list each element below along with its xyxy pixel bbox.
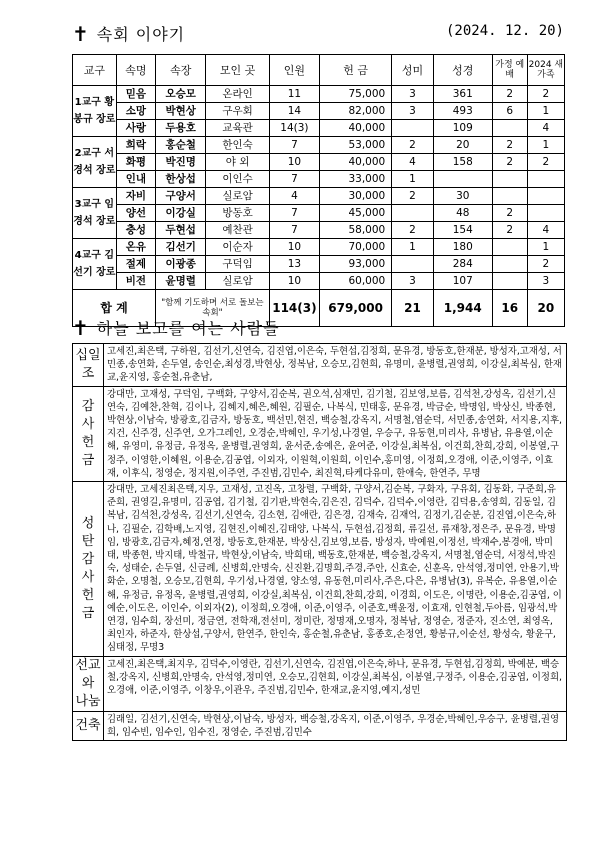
cell-name: 자비 [116, 188, 155, 205]
cross-icon: ✝ [72, 21, 89, 46]
cell-sacred: 2 [392, 222, 434, 239]
cell-new [527, 205, 564, 222]
offering-names: 고세진,최은택,최지우, 김덕수,이영란, 김선기,신연숙, 김진엽,이은숙,하나, 문유경, 두현섭,김정희, 박예분, 백승철,강옥지, 신병희,안명숙, 안석영,정미연, 오승모,김현희, 이강실,최복심, 이봉열,구정주, 이용순,김공엽, 이정희,오경애, 이준,이영주, 이창우,이관우, 주진범,김민수, 한재교,윤지영,예지,성민 [104, 656, 567, 711]
cell-name: 절제 [116, 256, 155, 273]
cell-attend: 7 [269, 171, 319, 188]
header-offering: 헌 금 [320, 55, 392, 86]
cell-bible: 20 [433, 137, 492, 154]
cell-visit: 2 [492, 222, 527, 239]
cell-sacred: 3 [392, 86, 434, 103]
cell-name: 희락 [116, 137, 155, 154]
cell-group-table [72, 54, 565, 327]
total-rice: 21 [392, 290, 434, 327]
table-row [73, 137, 565, 154]
cell-new: 2 [527, 154, 564, 171]
cell-visit [492, 239, 527, 256]
header-leader: 속장 [156, 55, 206, 86]
district-label: 4교구 김선기 장로 [73, 239, 117, 290]
cell-sacred: 4 [392, 154, 434, 171]
cell-visit [492, 273, 527, 290]
cell-visit: 2 [492, 86, 527, 103]
header-new-family: 2024 새가족 [527, 55, 564, 86]
cell-place: 구우회 [206, 103, 269, 120]
cell-attend: 10 [269, 154, 319, 171]
header-name: 속명 [116, 55, 155, 86]
cell-new: 3 [527, 273, 564, 290]
cell-attend: 7 [269, 222, 319, 239]
cell-sacred: 2 [392, 137, 434, 154]
cell-name: 화평 [116, 154, 155, 171]
cell-place: 이인수 [206, 171, 269, 188]
offering-category: 감 사 헌 금 [73, 386, 104, 481]
cell-attend: 14 [269, 103, 319, 120]
total-label: 합 계 [73, 290, 156, 327]
header-rice: 성미 [392, 55, 434, 86]
cell-leader: 이광종 [156, 256, 206, 273]
header-bible: 성경 [433, 55, 492, 86]
cell-place: 구덕임 [206, 256, 269, 273]
cell-bible: 109 [433, 120, 492, 137]
cell-new: 2 [527, 256, 564, 273]
cell-money: 40,000 [320, 154, 392, 171]
total-home-worship: 16 [492, 290, 527, 327]
offering-category: 성 탄 감 사 헌 금 [73, 482, 104, 657]
offering-names: 김래일, 김선기,신연숙, 박현상,이남숙, 방성자, 백승철,강옥지, 이준,이영주, 우경순,박혜인,우승구, 윤병렬,권영희, 임수빈, 임수인, 임수진, 정영순, 주진범,김민수 [104, 711, 567, 740]
total-attendance: 114(3) [269, 290, 319, 327]
cell-bible: 158 [433, 154, 492, 171]
offering-row [73, 711, 567, 740]
cell-money: 30,000 [320, 188, 392, 205]
table-row [73, 222, 565, 239]
cell-name: 양선 [116, 205, 155, 222]
offering-names: 강대만, 고재성, 구덕임, 구백화, 구양서,김순복, 권오석,심재민, 김기철, 김보영,보름, 김석천,강성옥, 김선기,신연숙, 김예찬,찬혁, 김이나, 김혜지,혜은,혜원, 김필순, 나복식, 민태홍, 문유경, 박금순, 박명임, 박상신, 박종현, 박현상,이남숙, 방광호,김금자, 방동호, 백선민,현진, 백승철,강옥지, 서명철,염순덕, 서민종,송연화, 서지용,지후,지건, 신주경, 신주연, 오가그레인, 오경순,박혜인, 우기성,나경열, 우승구, 유동현,미리사, 유병남, 유용열,이순해, 유영미, 유정금, 유정옥, 윤병렬,권영희, 윤서준,송예은, 윤여준, 이강실,최복심, 이건희,찬희,강희, 이봉열,구정주, 이영한,이혜원, 이용순,김공엽, 이외자, 이원혁,이원희, 이인수,홍미영, 이정희,오경애, 이준,이영주, 이효재, 이후식, 정영순, 정지원,이주연, 주진범,김민수, 최진혁,타케다유미, 한애숙, 한연주, 무명 [104, 386, 567, 481]
cell-bible: 493 [433, 103, 492, 120]
cell-visit: 2 [492, 154, 527, 171]
offering-row [73, 344, 567, 387]
cell-new: 1 [527, 239, 564, 256]
cell-leader: 윤명렬 [156, 273, 206, 290]
total-offering: 679,000 [320, 290, 392, 327]
cell-place: 온라인 [206, 86, 269, 103]
cell-attend: 4 [269, 188, 319, 205]
cell-money: 93,000 [320, 256, 392, 273]
header-district: 교구 [73, 55, 117, 86]
offering-row [73, 482, 567, 657]
cell-attend: 7 [269, 205, 319, 222]
cell-name: 믿음 [116, 86, 155, 103]
cell-money: 33,000 [320, 171, 392, 188]
cell-visit [492, 120, 527, 137]
cell-place: 이순자 [206, 239, 269, 256]
cell-bible: 180 [433, 239, 492, 256]
section-header-donors [72, 316, 280, 339]
cell-sacred: 1 [392, 239, 434, 256]
table-row [73, 205, 565, 222]
offering-names: 고세진,최은택, 구하원, 김선기,신연숙, 김진엽,이은숙, 두현섭,김정희, 문유경, 방동호,한재분, 방성자,고재성, 서민종,송연화, 손두열, 송인순,최성경,박현상, 정복남, 오승모,김현희, 유명미, 윤병렬,권영희, 이강실,최복심, 한재교,윤지영, 홍순철,유춘남, [104, 344, 567, 387]
cell-bible: 154 [433, 222, 492, 239]
cell-new: 2 [527, 86, 564, 103]
offering-table [72, 343, 567, 741]
cell-money: 53,000 [320, 137, 392, 154]
cell-place: 교육관 [206, 120, 269, 137]
section-title: 하늘 보고를 여는 사람들 [96, 319, 280, 338]
section-header-meetings [72, 22, 185, 45]
cell-bible: 107 [433, 273, 492, 290]
cell-sacred: 3 [392, 273, 434, 290]
cell-bible: 361 [433, 86, 492, 103]
cell-money: 40,000 [320, 120, 392, 137]
cell-attend: 10 [269, 273, 319, 290]
cell-attend: 13 [269, 256, 319, 273]
cell-sacred [392, 120, 434, 137]
header-attendance: 인원 [269, 55, 319, 86]
table-row [73, 154, 565, 171]
cell-bible: 284 [433, 256, 492, 273]
cross-icon: ✝ [72, 315, 89, 340]
offering-category: 건축 [73, 711, 104, 740]
cell-new: 1 [527, 137, 564, 154]
table-row [73, 188, 565, 205]
cell-new [527, 171, 564, 188]
cell-attend: 14(3) [269, 120, 319, 137]
offering-row [73, 386, 567, 481]
cell-visit [492, 171, 527, 188]
offering-category: 십일 조 [73, 344, 104, 387]
report-date: (2024. 12. 20) [445, 23, 564, 39]
cell-money: 60,000 [320, 273, 392, 290]
table-row [73, 273, 565, 290]
cell-place: 야 외 [206, 154, 269, 171]
cell-place: 예찬관 [206, 222, 269, 239]
cell-leader: 구양서 [156, 188, 206, 205]
cell-sacred: 2 [392, 188, 434, 205]
cell-leader: 박현상 [156, 103, 206, 120]
cell-visit: 2 [492, 137, 527, 154]
header-home-worship: 가정 예배 [492, 55, 527, 86]
cell-bible: 48 [433, 205, 492, 222]
cell-new: 4 [527, 222, 564, 239]
table-row [73, 120, 565, 137]
total-new-family: 20 [527, 290, 564, 327]
cell-leader: 한상섭 [156, 171, 206, 188]
cell-money: 58,000 [320, 222, 392, 239]
cell-leader: 오승모 [156, 86, 206, 103]
table-row [73, 239, 565, 256]
district-label: 1교구 황봉규 장로 [73, 86, 117, 137]
cell-visit [492, 188, 527, 205]
offering-row [73, 656, 567, 711]
cell-place: 방동호 [206, 205, 269, 222]
cell-sacred [392, 256, 434, 273]
cell-attend: 10 [269, 239, 319, 256]
cell-name: 비전 [116, 273, 155, 290]
cell-new: 4 [527, 120, 564, 137]
district-label: 3교구 임경석 장로 [73, 188, 117, 239]
table-header-row [73, 55, 565, 86]
cell-attend: 11 [269, 86, 319, 103]
cell-name: 충성 [116, 222, 155, 239]
cell-name: 사랑 [116, 120, 155, 137]
cell-leader: 이강실 [156, 205, 206, 222]
cell-place: 실로암 [206, 188, 269, 205]
cell-attend: 7 [269, 137, 319, 154]
cell-sacred: 1 [392, 171, 434, 188]
offering-category: 선교 와 나눔 [73, 656, 104, 711]
cell-place: 한인숙 [206, 137, 269, 154]
cell-bible [433, 171, 492, 188]
cell-bible: 30 [433, 188, 492, 205]
cell-leader: 김선기 [156, 239, 206, 256]
offering-names: 강대만, 고세진최은택,지우, 고재성, 고진옥, 고창렬, 구백화, 구양서,김순복, 구화자, 구유회, 김동화, 구준희,유준희, 권영길,유명미, 김공엽, 김기철, 김기판,박현숙,김은진, 김덕수, 김덕수,이영란, 김덕용,송영희, 김동일, 김복남, 김석천,강성옥, 김선기,신연숙, 김소현, 김애란, 김은경, 김재숙, 김재억, 김정기,김순분, 김진엽,이은숙,하나, 김필순, 김학배,노지영, 김현진,이혜진,김태양, 나복식, 두현섭,김정희, 류길선, 류재창,정은주, 문유경, 박명임, 방광호,김금자,혜정,연정, 방동호,한재분, 박상신,김보영,보름, 방성자, 박예원,이정선, 박재수,봉경애, 박미태, 박종현, 박지태, 박철규, 박현상,이남숙, 박희태, 백동호,한재분, 백승철,강옥지, 서명철,염순덕, 서정석,박진숙, 성태순, 손두열, 신금례, 신병희,안명숙, 신진환,김명희,주경,주안, 신효순, 신훈옥, 안석영,정미연, 안용기,박화순, 오명철, 오승모,김현희, 우기성,나경열, 양소영, 유동현,미리사,주은,다은, 유병남(3), 유복순, 유용열,이순해, 유정금, 유정옥, 윤병렬,권영희, 이강실,최복심, 이건희,찬희,강희, 이경희, 이도은, 이명란, 이용순,김공엽, 이예순,이도은, 이인수, 이외자(2), 이정희,오경애, 이준,이영주, 이준호,백윤정, 이효재, 인현철,두아름, 임광석,박연경, 임수희, 장선미, 정금연, 전학재,전선미, 정미란, 정명재,오명자, 정복남, 정영순, 정준자, 진소연, 최영옥, 최인자, 하준자, 한상섭,구양서, 한연주, 한인숙, 홍순철,유춘남, 홍종호,손정연, 황봉규,이순선, 황성숙, 황윤구,심태정, 무명3 [104, 482, 567, 657]
cell-leader: 박진명 [156, 154, 206, 171]
cell-leader: 두현섭 [156, 222, 206, 239]
cell-leader: 홍순철 [156, 137, 206, 154]
table-row [73, 171, 565, 188]
cell-money: 82,000 [320, 103, 392, 120]
table-row [73, 256, 565, 273]
cell-new: 1 [527, 103, 564, 120]
total-motto: "함께 기도하며 서로 돌보는 속회" [156, 290, 270, 327]
district-label: 2교구 서경석 장로 [73, 137, 117, 188]
cell-leader: 두용호 [156, 120, 206, 137]
cell-new [527, 188, 564, 205]
cell-sacred: 3 [392, 103, 434, 120]
total-bible: 1,944 [433, 290, 492, 327]
cell-visit: 6 [492, 103, 527, 120]
cell-place: 실로암 [206, 273, 269, 290]
cell-name: 온유 [116, 239, 155, 256]
cell-money: 70,000 [320, 239, 392, 256]
cell-money: 45,000 [320, 205, 392, 222]
table-row [73, 86, 565, 103]
section-title: 속회 이야기 [96, 25, 186, 44]
table-row [73, 103, 565, 120]
cell-money: 75,000 [320, 86, 392, 103]
cell-visit [492, 256, 527, 273]
header-place: 모인 곳 [206, 55, 269, 86]
cell-visit: 2 [492, 205, 527, 222]
cell-name: 소망 [116, 103, 155, 120]
cell-sacred [392, 205, 434, 222]
cell-name: 인내 [116, 171, 155, 188]
